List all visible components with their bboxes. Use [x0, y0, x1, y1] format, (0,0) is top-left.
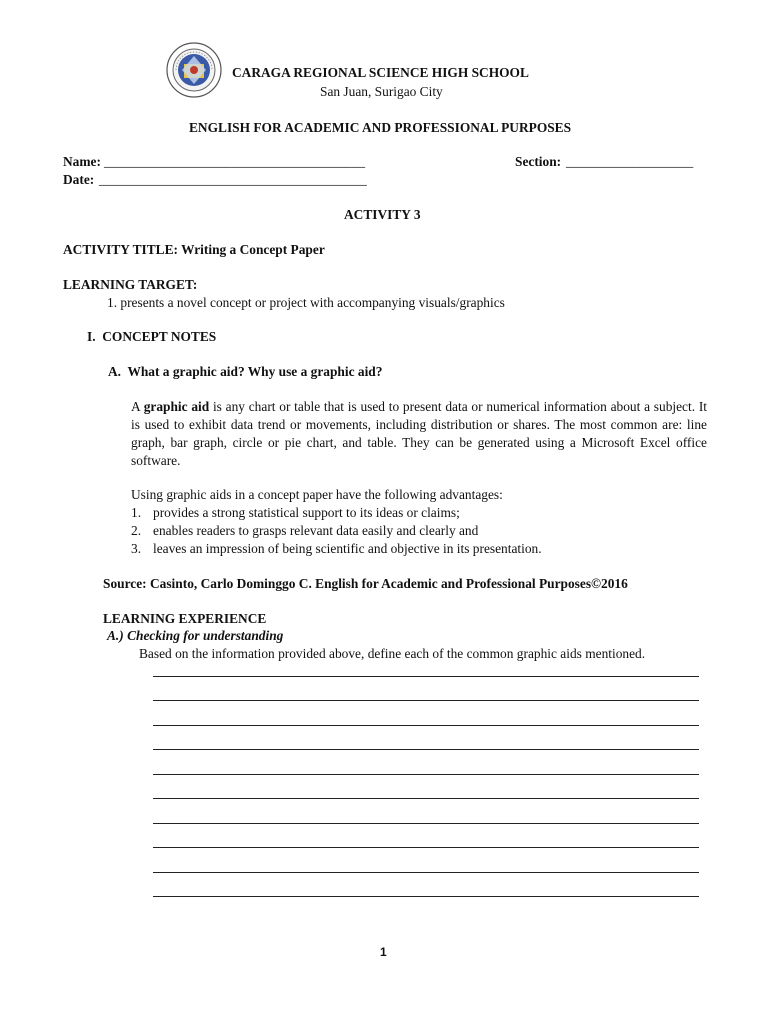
answer-line[interactable]	[153, 798, 699, 799]
learning-target-item: 1. presents a novel concept or project with accompanying visuals/graphics	[107, 295, 505, 310]
answer-line[interactable]	[153, 896, 699, 897]
source-citation: Source: Casinto, Carlo Dominggo C. English for Academic and Professional Purposes©2016	[103, 576, 628, 591]
answer-line[interactable]	[153, 676, 699, 677]
graphic-aid-definition: A graphic aid is any chart or table that is used to present data or numerical information about a subject. It is used to exhibit data trend or movements, including distribution or shares. The most common are: line graph, bar graph, circle or pie chart, and table. They can be generated using a Microsoft Excel office software.	[131, 399, 707, 468]
school-name: CARAGA REGIONAL SCIENCE HIGH SCHOOL	[232, 65, 529, 80]
page-number: 1	[380, 945, 387, 959]
graphic-aid-term: graphic aid	[143, 399, 210, 414]
answer-line[interactable]	[153, 749, 699, 750]
subject-title: ENGLISH FOR ACADEMIC AND PROFESSIONAL PURPOSES	[189, 120, 572, 135]
school-seal-logo	[166, 42, 222, 98]
section-field[interactable]: ___________________	[566, 154, 694, 169]
advantage-item: 2. enables readers to grasps relevant data easily and clearly and	[131, 523, 479, 538]
school-address: San Juan, Surigao City	[320, 84, 443, 99]
learning-target-heading: LEARNING TARGET:	[63, 277, 198, 292]
answer-line[interactable]	[153, 725, 699, 726]
name-field[interactable]: _______________________________________	[104, 154, 366, 169]
instruction-text: Based on the information provided above, define each of the common graphic aids mentioned.	[139, 646, 646, 661]
learning-experience-heading: LEARNING EXPERIENCE	[103, 611, 267, 626]
date-label: Date:	[63, 172, 95, 187]
answer-line[interactable]	[153, 774, 699, 775]
advantages-intro: Using graphic aids in a concept paper have the following advantages:	[131, 487, 503, 502]
concept-notes-heading: I. CONCEPT NOTES	[87, 329, 217, 344]
answer-line[interactable]	[153, 823, 699, 824]
answer-line[interactable]	[153, 847, 699, 848]
answer-line[interactable]	[153, 872, 699, 873]
checking-understanding-heading: A.) Checking for understanding	[107, 628, 284, 643]
name-label: Name:	[63, 154, 101, 169]
activity-number: ACTIVITY 3	[344, 207, 421, 222]
advantage-item: 3. leaves an impression of being scientific and objective in its presentation.	[131, 541, 542, 556]
answer-line[interactable]	[153, 700, 699, 701]
concept-notes-subheading: A. What a graphic aid? Why use a graphic aid?	[108, 364, 383, 379]
advantage-item: 1. provides a strong statistical support to its ideas or claims;	[131, 505, 460, 520]
date-field[interactable]: ________________________________________	[99, 172, 367, 187]
section-label: Section:	[515, 154, 562, 169]
activity-title: ACTIVITY TITLE: Writing a Concept Paper	[63, 242, 325, 257]
